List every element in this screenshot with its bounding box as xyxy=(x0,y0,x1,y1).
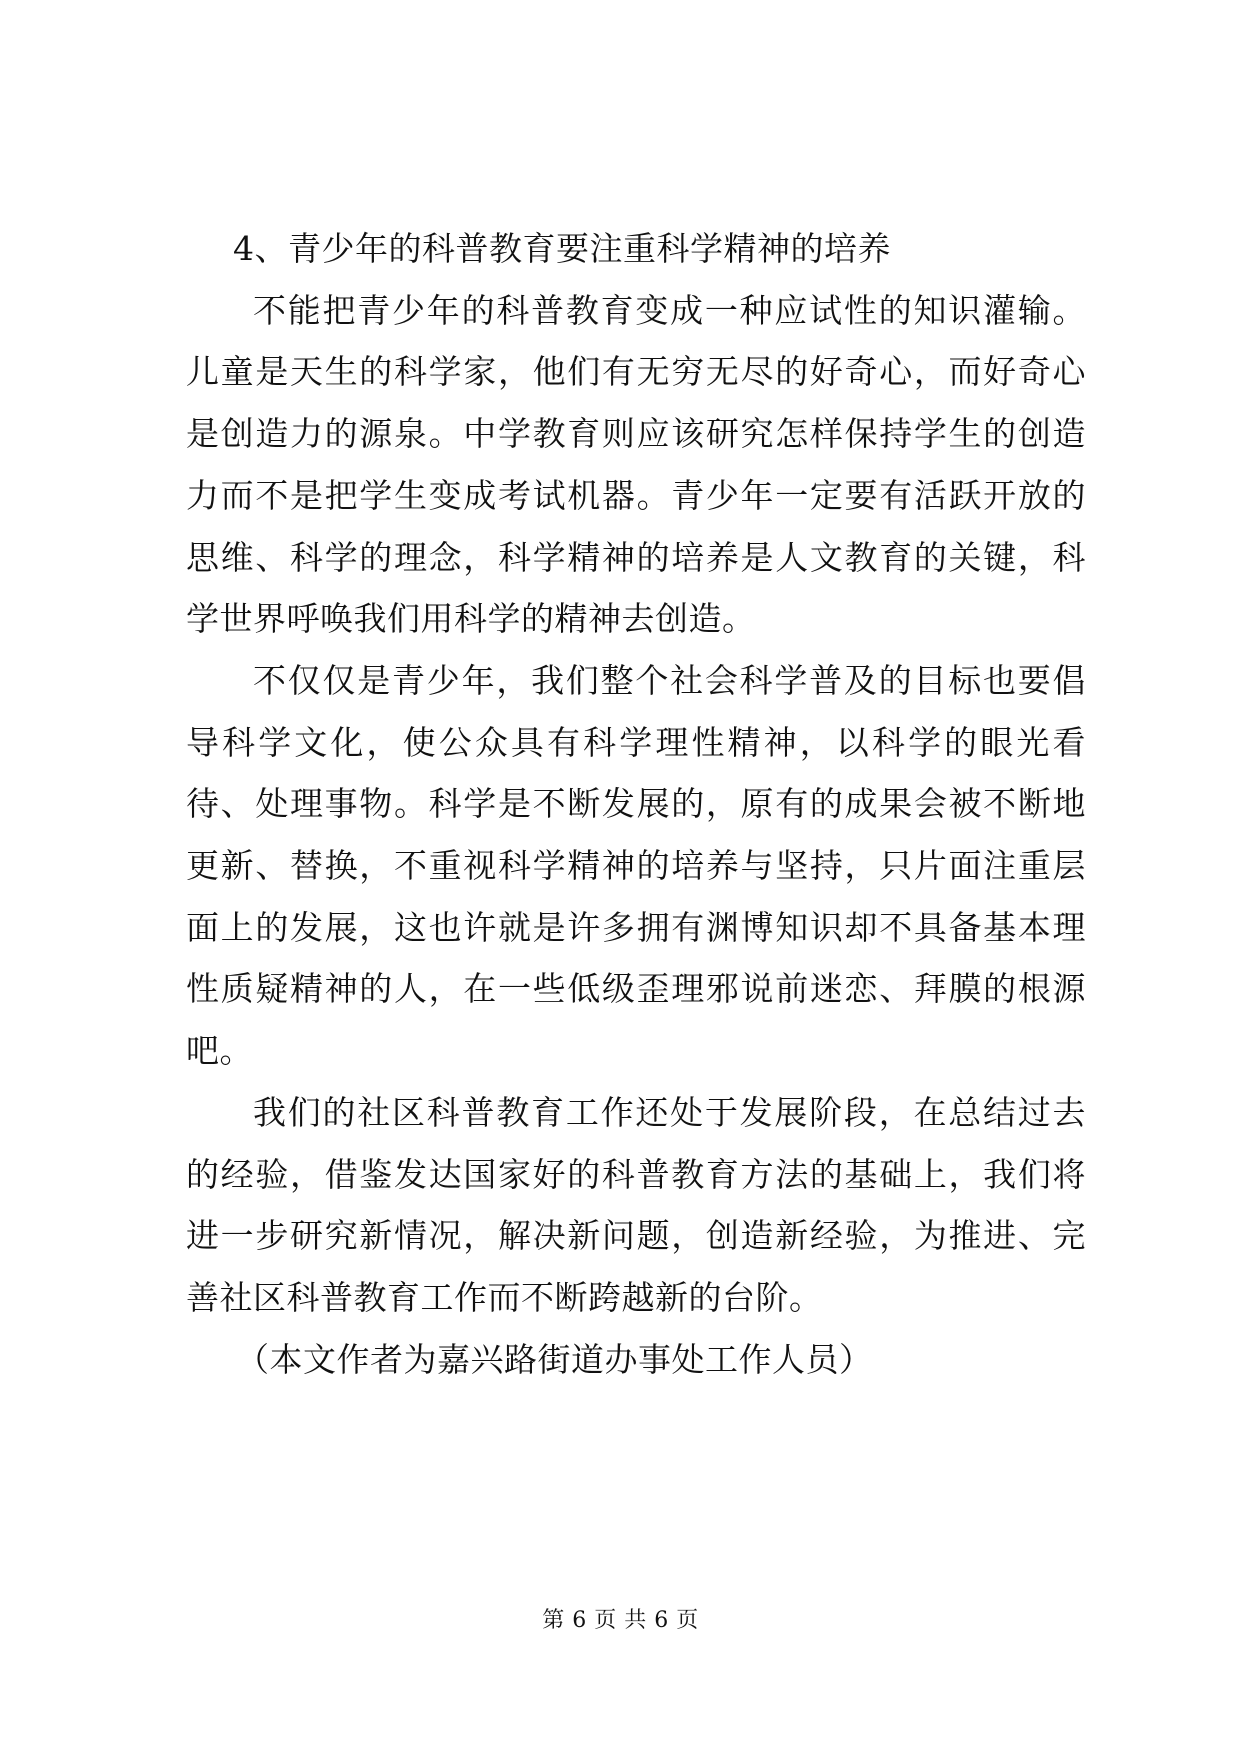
paragraph-2: 不仅仅是青少年，我们整个社会科学普及的目标也要倡导科学文化，使公众具有科学理性精神，以科学的眼光看待、处理事物。科学是不断发展的，原有的成果会被不断地更新、替换，不重视科学精神的培养与坚持，只片面注重层面上的发展，这也许就是许多拥有渊博知识却不具备基本理性质疑精神的人，在一些低级歪理邪说前迷恋、拜膜的根源吧。 xyxy=(186,660,1086,1071)
paragraph-3: 我们的社区科普教育工作还处于发展阶段，在总结过去的经验，借鉴发达国家好的科普教育方法的基础上，我们将进一步研究新情况，解决新问题，创造新经验，为推进、完善社区科普教育工作而不断跨越新的台阶。 xyxy=(186,1092,1086,1317)
paragraph-1: 不能把青少年的科普教育变成一种应试性的知识灌输。儿童是天生的科学家，他们有无穷无尽的好奇心，而好奇心是创造力的源泉。中学教育则应该研究怎样保持学生的创造力而不是把学生变成考试机器。青少年一定要有活跃开放的思维、科学的理念，科学精神的培养是人文教育的关键，科学世界呼唤我们用科学的精神去创造。 xyxy=(186,290,1086,639)
document-body xyxy=(186,218,1086,1390)
section-heading: 4、青少年的科普教育要注重科学精神的培养 xyxy=(233,229,891,268)
author-byline: （本文作者为嘉兴路街道办事处工作人员） xyxy=(236,1339,873,1379)
page-number-footer: 第 6 页 共 6 页 xyxy=(542,1608,699,1633)
